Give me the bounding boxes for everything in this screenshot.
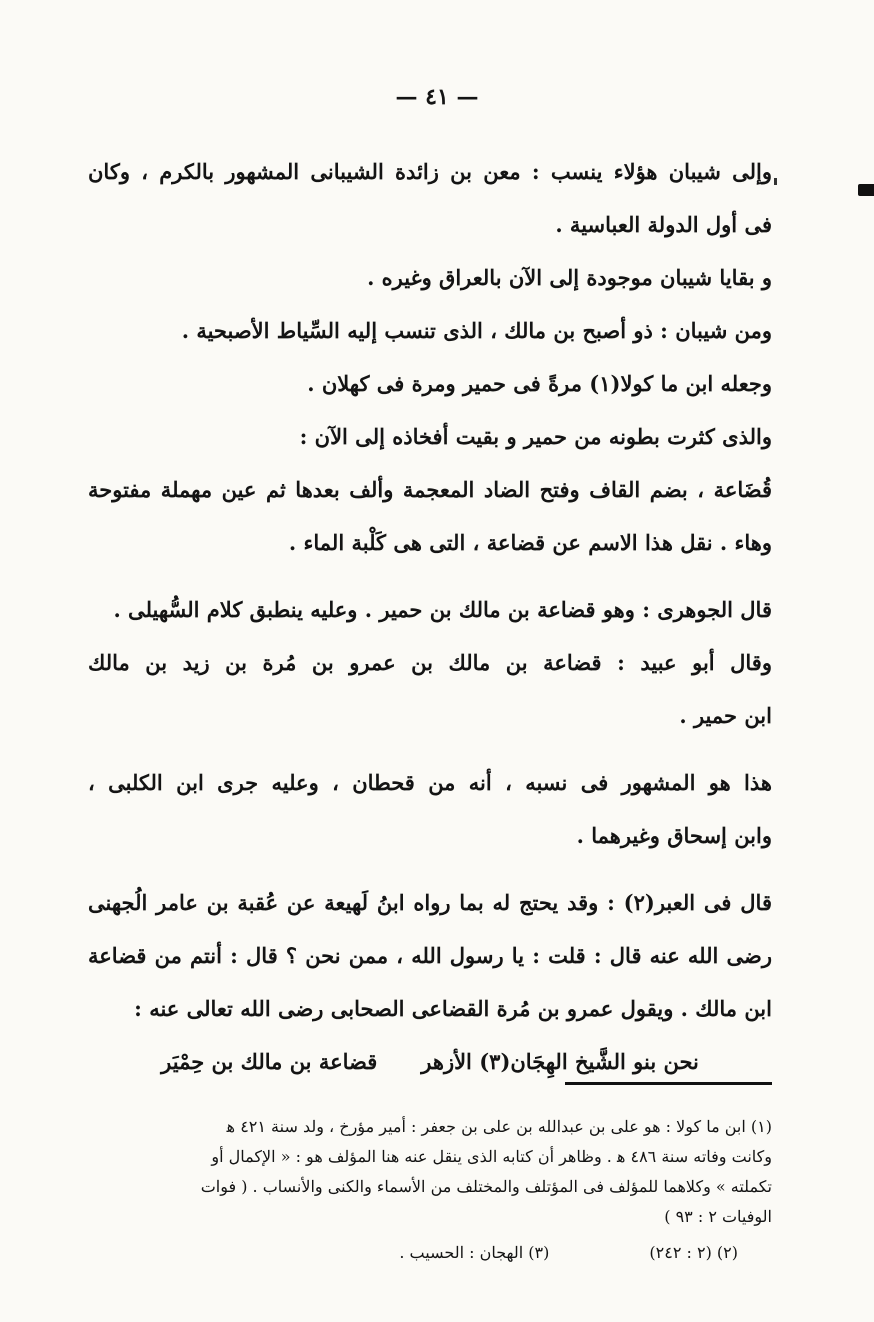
body-line: هذا هو المشهور فى نسبه ، أنه من قحطان ، وعليه جرى ابن الكلبى ، (88, 770, 772, 795)
body-line: و بقايا شيبان موجودة إلى الآن بالعراق وغيره . (367, 265, 772, 290)
footnote-line: تكملته » وكلاهما للمؤلف فى المؤتلف والمختلف من الأسماء والكنى والأنساب . ( فوات (200, 1177, 772, 1196)
body-line: قُضَاعة ، بضم القاف وفتح الضاد المعجمة وألف بعدها ثم عين مهملة مفتوحة (88, 477, 772, 502)
body-line: فى أول الدولة العباسية . (555, 212, 772, 237)
margin-speck (774, 178, 777, 185)
body-line: وجعله ابن ما كولا(١) مرةً فى حمير ومرة فى كهلان . (307, 371, 772, 396)
page-edge-mark (858, 184, 874, 196)
paragraph-gap (88, 862, 772, 876)
body-line: وابن إسحاق وغيرهما . (576, 823, 772, 848)
footnote-line: (١) ابن ما كولا : هو على بن عبدالله بن على بن جعفر : أمير مؤرخ ، ولد سنة ٤٢١ ﻫ (226, 1117, 772, 1136)
footnote-line: الوفيات ٢ : ٩٣ ) (664, 1207, 772, 1226)
poetry-verse (88, 1035, 772, 1088)
paragraph-gap (88, 569, 772, 583)
footnote-2: (٢) (٢ : ٢٤٢) (649, 1243, 738, 1262)
footnotes (80, 1112, 772, 1268)
body-line: ابن مالك . ويقول عمرو بن مُرة القضاعى الصحابى رضى الله تعالى عنه : (134, 996, 772, 1021)
verse-hemistich-left: قضاعة بن مالك بن حِمْيَر (161, 1049, 378, 1074)
body-line: والذى كثرت بطونه من حمير و بقيت أفخاذه إلى الآن : (299, 424, 772, 449)
body-line: رضى الله عنه قال : قلت : يا رسول الله ، ممن نحن ؟ قال : أنتم من قضاعة (88, 943, 772, 968)
body-line: وهاء . نقل هذا الاسم عن قضاعة ، التى هى كَلْبة الماء . (288, 530, 772, 555)
body-line: ومن شيبان : ذو أصبح بن مالك ، الذى تنسب إليه السِّياط الأصبحية . (181, 318, 772, 343)
body-line: قال فى العبر(٢) : وقد يحتج له بما رواه ابنُ لَهيعة عن عُقبة بن عامر الُجهنى (88, 890, 772, 915)
body-line: وإلى شيبان هؤلاء ينسب : معن بن زائدة الشيبانى المشهور بالكرم ، وكان (88, 159, 772, 184)
page-number: — ٤١ — (395, 84, 479, 110)
body-line: قال الجوهرى : وهو قضاعة بن مالك بن حمير . وعليه ينطبق كلام السُّهيلى . (113, 597, 772, 622)
footnote-row (80, 1238, 772, 1268)
paragraph-gap (88, 742, 772, 756)
body-text (88, 145, 772, 1088)
footnote-separator (565, 1082, 772, 1085)
body-line: وقال أبو عبيد : قضاعة بن مالك بن عمرو بن مُرة بن زيد بن مالك (88, 650, 772, 675)
footnote-3: (٣) الهجان : الحسيب . (399, 1243, 550, 1262)
body-line: ابن حمير . (679, 703, 772, 728)
footnote-line: وكانت وفاته سنة ٤٨٦ ﻫ . وظاهر أن كتابه الذى ينقل عنه هنا المؤلف هو : « الإكمال أو (211, 1147, 772, 1166)
verse-hemistich-right: نحن بنو الشَّيخ الهِجَان(٣) الأزهر (421, 1049, 699, 1074)
